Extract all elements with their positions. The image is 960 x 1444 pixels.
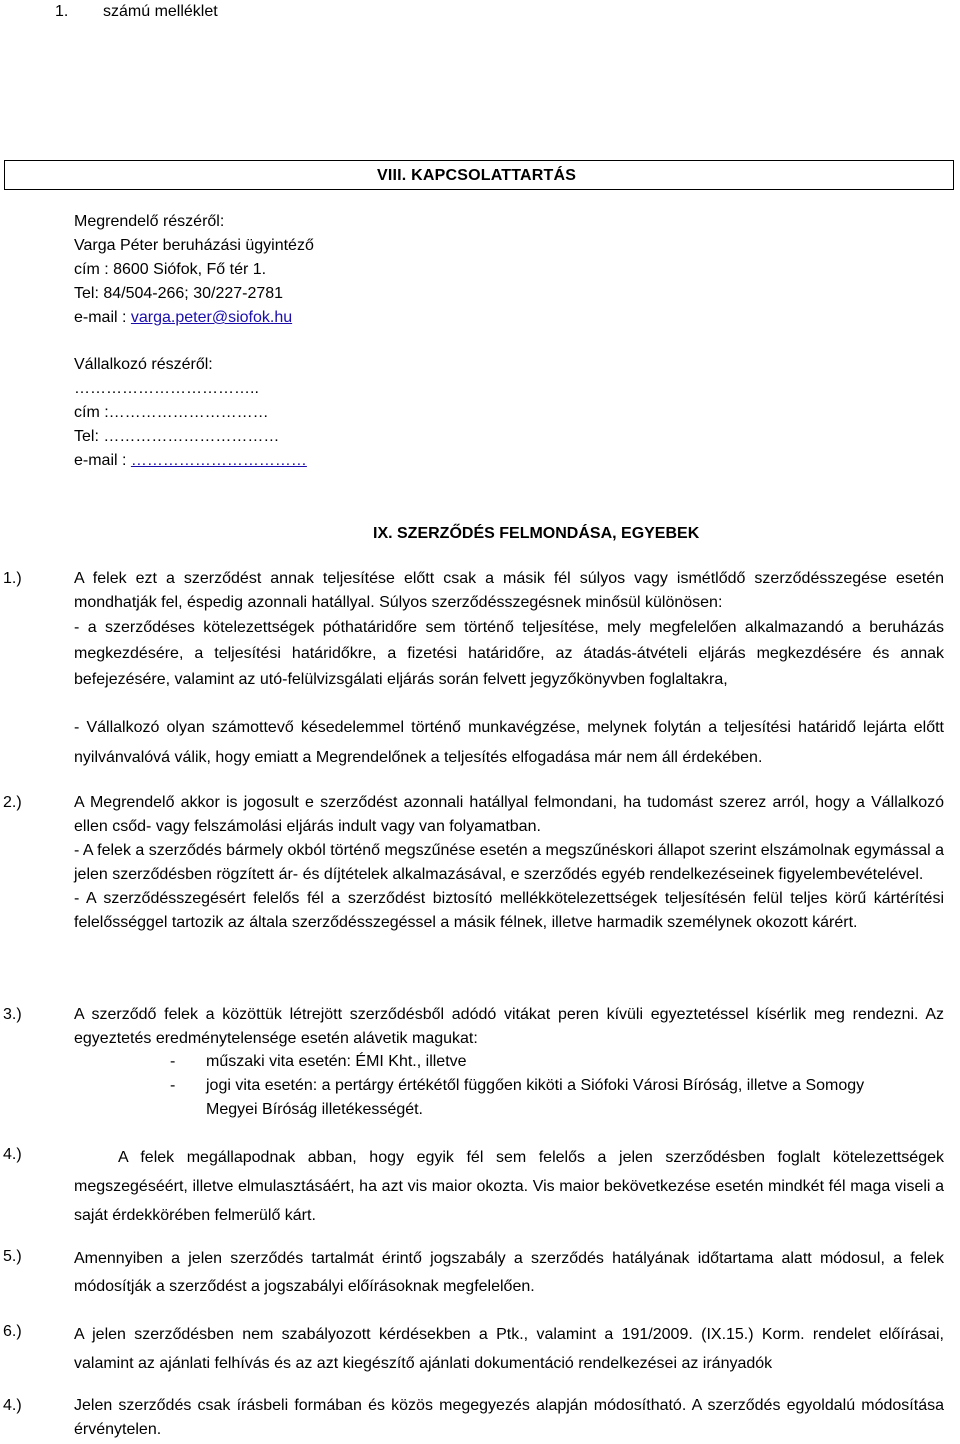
clause-body: [74, 1320, 944, 1378]
page-header: [55, 0, 218, 24]
client-address: cím : 8600 Siófok, Fő tér 1.: [74, 261, 267, 278]
client-phone: Tel: 84/504-266; 30/227-2781: [74, 285, 284, 302]
clause-paragraph: - a szerződéses kötelezettségek póthatáridőre sem történő teljesítése, mely megfelelően alkalmazandó a beruházás megkezdésére, a teljesítési határidőkre, a fizetési határidőre, az átadás-átvételi eljárás megkezdésére és annak befejezésére, valamint az utó-felülvizsgálati eljárás során felvett jegyzőkönyvben foglaltakra,: [74, 619, 944, 688]
contractor-email-line: [74, 449, 307, 473]
clause-body: [74, 791, 944, 935]
clause-number: 5.): [3, 1248, 22, 1265]
subitem-text: jogi vita esetén: a pertárgy értékétől függően kiköti a Siófoki Városi Bíróság, illetve a Somogy Megyei Bíróság illetékességét.: [206, 1077, 865, 1118]
clause-number: 6.): [3, 1323, 22, 1340]
bullet-dash: -: [170, 1053, 176, 1070]
clause-paragraph: - Vállalkozó olyan számottevő késedelemmel történő munkavégzése, melynek folytán a teljesítési határidő lejárta előtt nyilvánvalóvá válik, hogy emiatt a Megrendelőnek a teljesítés elfogadása már nem áll érdekében.: [74, 719, 944, 766]
contractor-email-link[interactable]: ……………………………: [130, 452, 307, 469]
client-heading: Megrendelő részéről:: [74, 213, 225, 230]
clause-paragraph: Jelen szerződés csak írásbeli formában és közös megegyezés alapján módosítható. A szerződés egyoldalú módosítása érvénytelen.: [74, 1397, 944, 1438]
client-name: Varga Péter beruházási ügyintéző: [74, 237, 314, 254]
clause-body: [74, 1143, 944, 1230]
client-email-label: e-mail :: [74, 309, 131, 326]
contractor-contact: [74, 353, 307, 473]
contractor-email-label: e-mail :: [74, 452, 131, 469]
section-8-box: [4, 160, 954, 190]
clause-number: 2.): [3, 794, 22, 811]
clause-paragraph: A felek megállapodnak abban, hogy egyik fél sem felelős a jelen szerződésben foglalt kötelezettségek megszegéséért, illetve elmulasztásáért, ha azt vis maior okozta. Vis maior bekövetkezése esetén mindkét fél maga viseli a saját érdekkörében felmerülő kárt.: [74, 1149, 944, 1224]
clause-paragraph: - A szerződésszegésért felelős fél a szerződést biztosító mellékkötelezettségek teljesítésén felül teljes körű kártérítési felelősséggel tartozik az általa szerződésszegéssel a másik félnek, illetve harmadik személynek okozott kárért.: [74, 890, 944, 931]
clause-number: 4.): [3, 1397, 22, 1414]
section-9-title: IX. SZERZŐDÉS FELMONDÁSA, EGYEBEK: [373, 525, 700, 542]
client-email-line: [74, 306, 314, 330]
clause-paragraph: A jelen szerződésben nem szabályozott kérdésekben a Ptk., valamint a 191/2009. (IX.15.) Korm. rendelet előírásai, valamint az ajánlati felhívás és az azt kiegészítő ajánlati dokumentáció rendelkezései az irányadók: [74, 1326, 944, 1372]
contractor-heading: Vállalkozó részéről:: [74, 356, 213, 373]
clause-paragraph: A Megrendelő akkor is jogosult e szerződést azonnali hatállyal felmondani, ha tudomást szerez arról, hogy a Vállalkozó ellen csőd- vagy felszámolási eljárás indult vagy van folyamatban.: [74, 794, 944, 835]
clause-body: [74, 1394, 944, 1442]
clause-number: 3.): [3, 1006, 22, 1023]
bullet-dash: -: [170, 1077, 176, 1094]
contractor-phone: Tel: ……………………………: [74, 428, 280, 445]
clause-paragraph: Amennyiben a jelen szerződés tartalmát érintő jogszabály a szerződés hatályának időtartama alatt módosul, a felek módosítják a szerződést a jogszabályi előírásoknak megfelelően.: [74, 1250, 944, 1295]
clause-paragraph: A felek ezt a szerződést annak teljesítése előtt csak a másik fél súlyos vagy ismétlődő szerződésszegése esetén mondhatják fel, éspedig azonnali hatállyal. Súlyos szerződésszegésnek minősül különösen:: [74, 570, 944, 611]
clause-number: 1.): [3, 570, 22, 587]
client-email-link[interactable]: varga.peter@siofok.hu: [130, 309, 293, 326]
annex-number: 1.: [55, 3, 69, 20]
clause-paragraph: A szerződő felek a közöttük létrejött szerződésből adódó vitákat peren kívüli egyeztetéssel kísérlik meg rendezni. Az egyeztetés eredménytelensége esetén alávetik magukat:: [74, 1006, 944, 1047]
clause-number: 4.): [3, 1146, 22, 1163]
client-contact: [74, 210, 314, 330]
clause-paragraph: - A felek a szerződés bármely okból történő megszűnése esetén a megszűnéskori állapot szerint elszámolnak egymással a jelen szerződésben rögzített ár- és díjtételek alkalmazásával, e szerződés egyéb rendelkezéseinek figyelembevételével.: [74, 842, 944, 883]
clause-body: [74, 567, 944, 773]
clause-body: [74, 1003, 944, 1051]
annex-label: számú melléklet: [103, 3, 218, 20]
subitem-text: műszaki vita esetén: ÉMI Kht., illetve: [206, 1053, 467, 1070]
contractor-address: cím :…………………………: [74, 404, 269, 421]
contractor-name-placeholder: ……………………………..: [74, 380, 259, 397]
clause-body: [74, 1245, 944, 1301]
section-8-title: VIII. KAPCSOLATTARTÁS: [377, 167, 577, 184]
